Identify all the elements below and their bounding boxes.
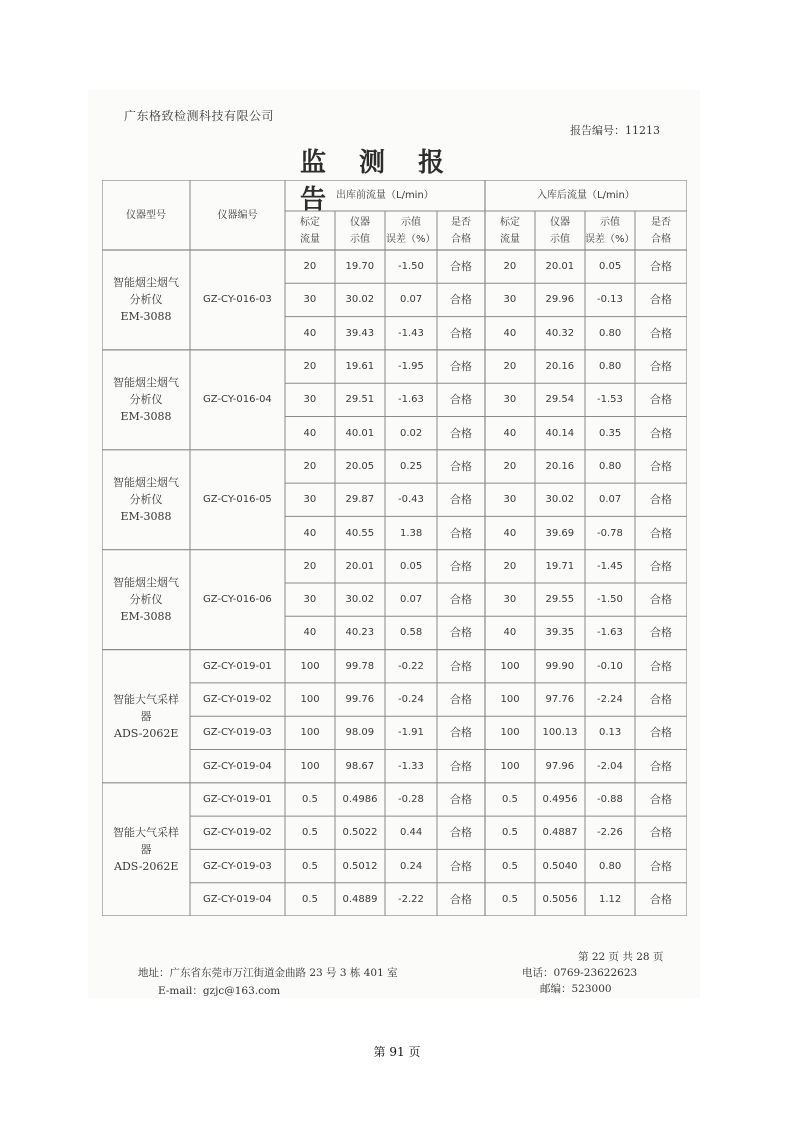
value-cell: 20.01 <box>545 261 575 273</box>
value-cell: -0.24 <box>398 694 424 706</box>
value-cell: -2.22 <box>398 893 424 905</box>
value-cell: 19.71 <box>545 560 575 572</box>
value-cell: 100 <box>500 760 520 772</box>
value-cell: 0.07 <box>400 294 423 306</box>
value-cell: 20 <box>503 361 517 373</box>
instrument-number: GZ-CY-019-03 <box>203 860 272 872</box>
value-cell: 0.07 <box>599 494 622 506</box>
value-cell: 40 <box>303 427 317 439</box>
instrument-number: GZ-CY-016-04 <box>203 394 272 406</box>
value-cell: 0.24 <box>400 860 423 872</box>
header-after-inbound: 入库后流量（L/min） <box>537 190 635 201</box>
value-cell: -0.43 <box>398 494 424 506</box>
pass-cell: 合格 <box>650 726 672 740</box>
value-cell: 99.76 <box>345 694 375 706</box>
value-cell: 19.70 <box>345 261 375 273</box>
value-cell: 0.02 <box>400 427 423 439</box>
value-cell: 0.05 <box>400 560 423 572</box>
subheader-sub_ok: 是否 <box>651 216 671 228</box>
pass-cell: 合格 <box>450 892 472 906</box>
report-number: 报告编号：11213 <box>570 124 660 137</box>
header-instrument-model: 仪器型号 <box>126 209 166 221</box>
value-cell: 0.5040 <box>542 860 578 872</box>
value-cell: 100 <box>300 760 320 772</box>
subheader-sub_err: 示值 <box>401 216 421 228</box>
pass-cell: 合格 <box>650 659 672 673</box>
value-cell: 40.55 <box>345 527 375 539</box>
instrument-number: GZ-CY-016-06 <box>203 594 272 606</box>
subheader-sub_ok: 是否 <box>451 216 471 228</box>
instrument-model: 智能烟尘烟气 <box>113 576 179 590</box>
value-cell: 40.23 <box>345 627 375 639</box>
value-cell: 40 <box>503 427 517 439</box>
value-cell: 30 <box>303 394 317 406</box>
subheader-sub_show: 仪器 <box>550 216 570 228</box>
value-cell: 29.55 <box>545 594 575 606</box>
value-cell: 39.69 <box>545 527 575 539</box>
pass-cell: 合格 <box>650 393 672 407</box>
pass-cell: 合格 <box>450 759 472 773</box>
pass-cell: 合格 <box>450 792 472 806</box>
subheader-sub_std: 标定 <box>300 216 320 228</box>
footer-postcode: 邮编：523000 <box>540 983 612 995</box>
subheader-sub_show: 仪器 <box>350 216 370 228</box>
header-before-outbound: 出库前流量（L/min） <box>336 190 434 201</box>
subheader-sub_err: 误差（%） <box>585 233 635 245</box>
pass-cell: 合格 <box>450 326 472 340</box>
instrument-number: GZ-CY-019-02 <box>203 694 272 706</box>
page-number: 第 91 页 <box>373 1045 421 1059</box>
value-cell: -0.10 <box>597 660 623 672</box>
value-cell: -1.53 <box>597 394 623 406</box>
instrument-model: 智能烟尘烟气 <box>113 376 179 390</box>
value-cell: -2.26 <box>597 827 623 839</box>
value-cell: -0.88 <box>597 793 623 805</box>
pass-cell: 合格 <box>650 593 672 607</box>
value-cell: 100 <box>300 660 320 672</box>
instrument-model: EM-3088 <box>120 410 172 424</box>
subheader-sub_ok: 合格 <box>651 233 671 245</box>
value-cell: 39.43 <box>345 327 375 339</box>
instrument-model: 智能大气采样 <box>113 825 179 839</box>
value-cell: 0.05 <box>599 261 622 273</box>
subheader-sub_std: 流量 <box>500 233 520 245</box>
instrument-number: GZ-CY-019-01 <box>203 660 272 672</box>
value-cell: -1.33 <box>398 760 424 772</box>
report-title: 监 测 报 告 <box>300 148 457 215</box>
value-cell: -1.63 <box>398 394 424 406</box>
value-cell: 0.80 <box>599 460 622 472</box>
value-cell: 0.5 <box>302 827 318 839</box>
value-cell: 30.02 <box>345 594 375 606</box>
value-cell: 30.02 <box>545 494 575 506</box>
value-cell: 0.5 <box>302 793 318 805</box>
value-cell: 0.35 <box>599 427 622 439</box>
value-cell: 0.4986 <box>342 793 378 805</box>
company-name: 广东格致检测科技有限公司 <box>124 109 275 123</box>
value-cell: 29.54 <box>545 394 575 406</box>
value-cell: 40 <box>303 627 317 639</box>
value-cell: -1.45 <box>597 560 623 572</box>
value-cell: -1.95 <box>398 361 424 373</box>
value-cell: 29.96 <box>545 294 575 306</box>
subheader-sub_show: 示值 <box>550 233 570 245</box>
header-instrument-number: 仪器编号 <box>217 209 258 221</box>
value-cell: 20.16 <box>545 361 575 373</box>
instrument-model: EM-3088 <box>120 610 172 624</box>
value-cell: 40 <box>503 327 517 339</box>
value-cell: 0.5012 <box>342 860 378 872</box>
value-cell: 30 <box>503 494 517 506</box>
value-cell: 40.01 <box>345 427 375 439</box>
value-cell: 0.07 <box>400 594 423 606</box>
subheader-sub_std: 流量 <box>300 233 320 245</box>
value-cell: -0.13 <box>597 294 623 306</box>
value-cell: 0.4887 <box>542 827 578 839</box>
value-cell: 0.4889 <box>342 893 378 905</box>
instrument-number: GZ-CY-019-04 <box>203 760 272 772</box>
value-cell: 30 <box>303 294 317 306</box>
instrument-number: GZ-CY-016-05 <box>203 494 272 506</box>
instrument-number: GZ-CY-019-04 <box>203 893 272 905</box>
footer-pages: 第 22 页 共 28 页 <box>578 951 664 963</box>
value-cell: -1.50 <box>597 594 623 606</box>
value-cell: 30 <box>503 294 517 306</box>
instrument-model: 智能烟尘烟气 <box>113 476 179 490</box>
footer-address: 地址：广东省东莞市万江街道金曲路 23 号 3 栋 401 室 <box>138 967 398 979</box>
instrument-number: GZ-CY-019-01 <box>203 793 272 805</box>
pass-cell: 合格 <box>450 360 472 374</box>
value-cell: 100 <box>300 727 320 739</box>
pass-cell: 合格 <box>650 493 672 507</box>
value-cell: 0.5 <box>302 893 318 905</box>
pass-cell: 合格 <box>450 493 472 507</box>
value-cell: 0.5 <box>302 860 318 872</box>
pass-cell: 合格 <box>650 459 672 473</box>
pass-cell: 合格 <box>650 360 672 374</box>
instrument-number: GZ-CY-019-02 <box>203 827 272 839</box>
pass-cell: 合格 <box>450 293 472 307</box>
value-cell: 30 <box>503 594 517 606</box>
value-cell: -2.24 <box>597 694 623 706</box>
pass-cell: 合格 <box>450 626 472 640</box>
subheader-sub_show: 示值 <box>350 233 370 245</box>
pass-cell: 合格 <box>650 526 672 540</box>
value-cell: 98.67 <box>345 760 375 772</box>
value-cell: 30.02 <box>345 294 375 306</box>
value-cell: 100 <box>500 694 520 706</box>
instrument-model: EM-3088 <box>120 510 172 524</box>
instrument-model: 分析仪 <box>129 393 163 407</box>
subheader-sub_ok: 合格 <box>451 233 471 245</box>
instrument-model: ADS-2062E <box>114 859 179 873</box>
value-cell: 40.32 <box>545 327 575 339</box>
value-cell: 20 <box>303 361 317 373</box>
value-cell: 0.80 <box>599 860 622 872</box>
value-cell: 0.5 <box>502 893 518 905</box>
value-cell: 20 <box>503 460 517 472</box>
value-cell: -1.63 <box>597 627 623 639</box>
value-cell: 0.5022 <box>342 827 378 839</box>
pass-cell: 合格 <box>650 326 672 340</box>
pass-cell: 合格 <box>650 559 672 573</box>
value-cell: 19.61 <box>345 361 375 373</box>
value-cell: 40.14 <box>545 427 575 439</box>
instrument-model: 智能大气采样 <box>113 692 179 706</box>
value-cell: 100 <box>500 727 520 739</box>
pass-cell: 合格 <box>450 559 472 573</box>
pass-cell: 合格 <box>650 792 672 806</box>
value-cell: 0.4956 <box>542 793 578 805</box>
pass-cell: 合格 <box>450 526 472 540</box>
value-cell: 100 <box>300 694 320 706</box>
pass-cell: 合格 <box>650 892 672 906</box>
pass-cell: 合格 <box>650 260 672 274</box>
value-cell: 98.09 <box>345 727 375 739</box>
value-cell: 0.80 <box>599 361 622 373</box>
value-cell: -1.43 <box>398 327 424 339</box>
value-cell: 29.87 <box>345 494 375 506</box>
value-cell: 20.05 <box>345 460 375 472</box>
subheader-sub_std: 标定 <box>500 216 520 228</box>
pass-cell: 合格 <box>650 426 672 440</box>
pass-cell: 合格 <box>650 859 672 873</box>
value-cell: 0.5056 <box>542 893 578 905</box>
value-cell: 20.16 <box>545 460 575 472</box>
instrument-number: GZ-CY-019-03 <box>203 727 272 739</box>
pass-cell: 合格 <box>450 393 472 407</box>
value-cell: -2.04 <box>597 760 623 772</box>
instrument-model: 分析仪 <box>129 493 163 507</box>
value-cell: -0.78 <box>597 527 623 539</box>
value-cell: 100 <box>500 660 520 672</box>
pass-cell: 合格 <box>450 826 472 840</box>
value-cell: 30 <box>303 594 317 606</box>
instrument-model: 器 <box>140 709 152 723</box>
value-cell: 99.78 <box>345 660 375 672</box>
pass-cell: 合格 <box>650 759 672 773</box>
pass-cell: 合格 <box>650 693 672 707</box>
value-cell: 20.01 <box>345 560 375 572</box>
instrument-number: GZ-CY-016-03 <box>203 294 272 306</box>
instrument-model: ADS-2062E <box>114 726 179 740</box>
value-cell: -0.28 <box>398 793 424 805</box>
pass-cell: 合格 <box>450 659 472 673</box>
value-cell: 97.76 <box>545 694 575 706</box>
value-cell: 39.35 <box>545 627 575 639</box>
instrument-model: 分析仪 <box>129 593 163 607</box>
instrument-model: EM-3088 <box>120 310 172 324</box>
value-cell: 20 <box>303 460 317 472</box>
value-cell: 40 <box>303 527 317 539</box>
value-cell: 0.5 <box>502 860 518 872</box>
value-cell: 40 <box>303 327 317 339</box>
value-cell: 30 <box>503 394 517 406</box>
value-cell: 99.90 <box>545 660 575 672</box>
value-cell: 40 <box>503 627 517 639</box>
pass-cell: 合格 <box>450 260 472 274</box>
pass-cell: 合格 <box>450 693 472 707</box>
value-cell: -1.50 <box>398 261 424 273</box>
value-cell: 1.12 <box>599 893 622 905</box>
value-cell: -0.22 <box>398 660 424 672</box>
pass-cell: 合格 <box>450 426 472 440</box>
value-cell: 0.5 <box>502 827 518 839</box>
pass-cell: 合格 <box>650 826 672 840</box>
value-cell: 0.5 <box>502 793 518 805</box>
value-cell: 0.25 <box>400 460 423 472</box>
footer-email: E-mail：gzjc@163.com <box>158 985 281 997</box>
value-cell: 40 <box>503 527 517 539</box>
instrument-model: 分析仪 <box>129 293 163 307</box>
value-cell: 0.13 <box>599 727 622 739</box>
value-cell: 20 <box>503 261 517 273</box>
instrument-model: 器 <box>140 842 152 856</box>
value-cell: 0.44 <box>400 827 423 839</box>
value-cell: 97.96 <box>545 760 575 772</box>
value-cell: 0.80 <box>599 327 622 339</box>
value-cell: 1.38 <box>400 527 423 539</box>
pass-cell: 合格 <box>450 859 472 873</box>
value-cell: 30 <box>303 494 317 506</box>
value-cell: 20 <box>503 560 517 572</box>
value-cell: 29.51 <box>345 394 375 406</box>
value-cell: 20 <box>303 560 317 572</box>
subheader-sub_err: 误差（%） <box>386 233 436 245</box>
pass-cell: 合格 <box>450 726 472 740</box>
pass-cell: 合格 <box>650 626 672 640</box>
value-cell: 100.13 <box>542 727 578 739</box>
pass-cell: 合格 <box>450 459 472 473</box>
value-cell: -1.91 <box>398 727 424 739</box>
instrument-model: 智能烟尘烟气 <box>113 276 179 290</box>
pass-cell: 合格 <box>450 593 472 607</box>
value-cell: 20 <box>303 261 317 273</box>
subheader-sub_err: 示值 <box>600 216 620 228</box>
pass-cell: 合格 <box>650 293 672 307</box>
footer-phone: 电话：0769-23622623 <box>522 967 638 979</box>
value-cell: 0.58 <box>400 627 423 639</box>
